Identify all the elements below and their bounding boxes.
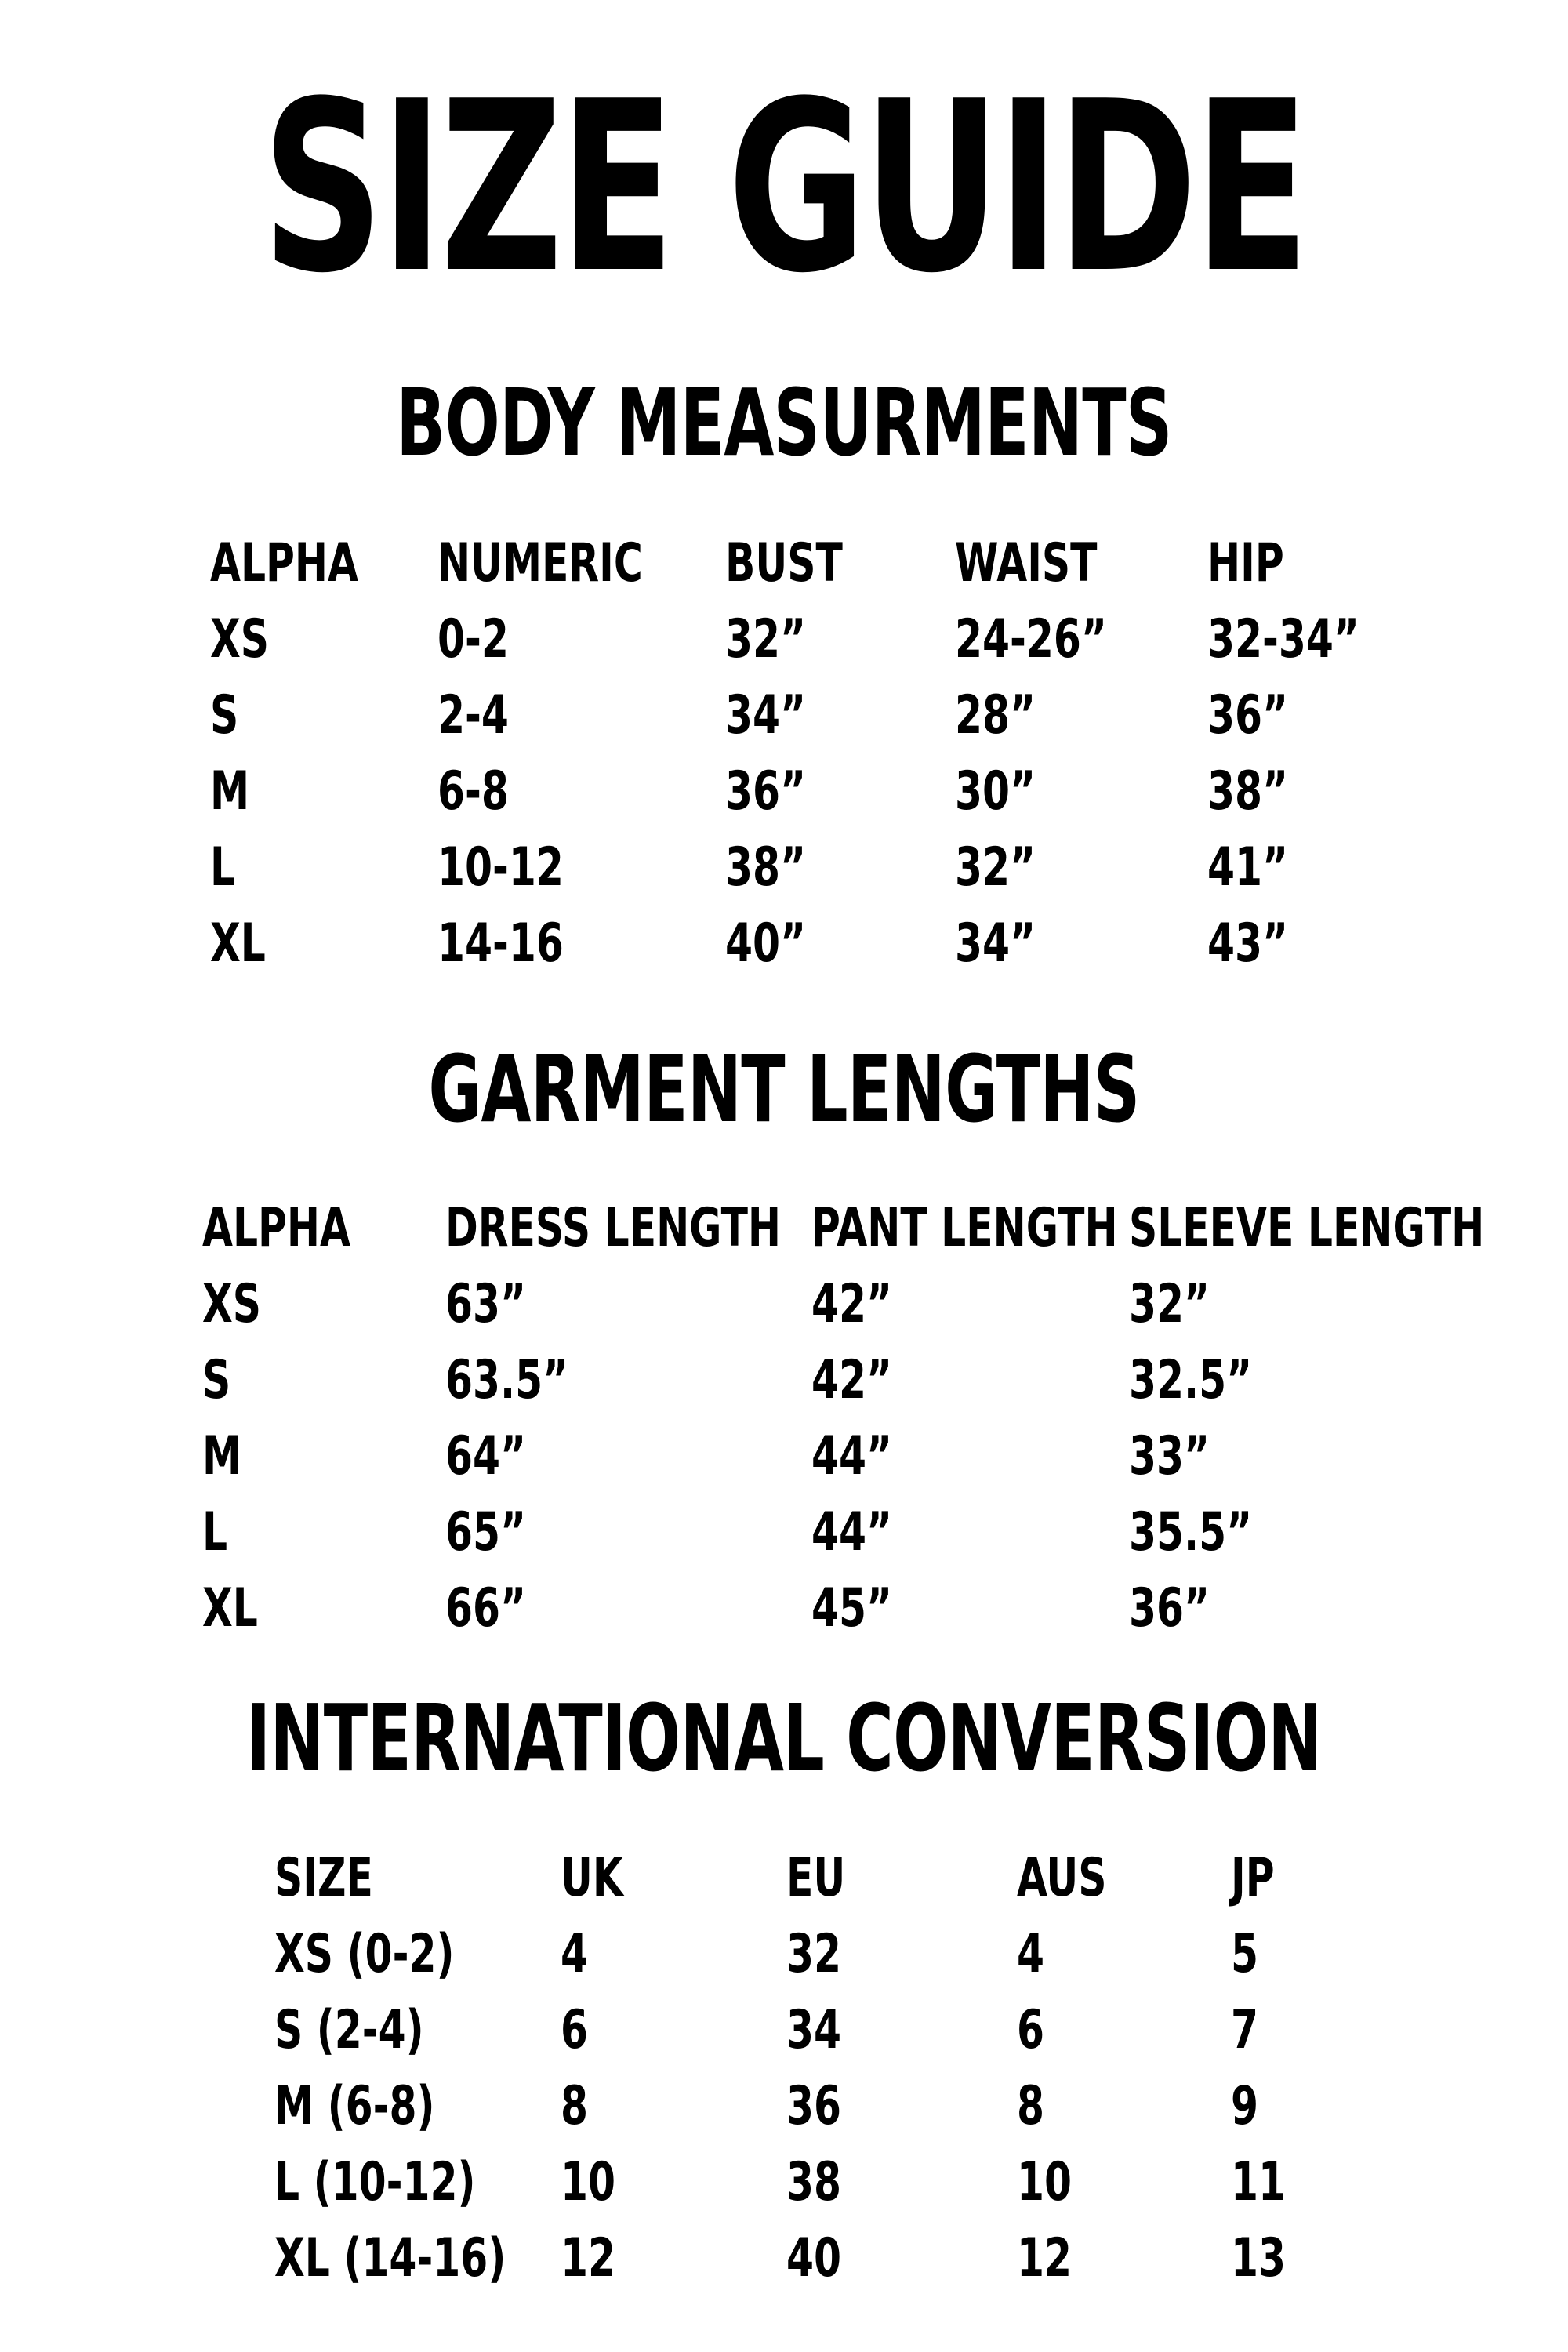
cell-dress-length: 64” [445,1425,527,1487]
column-header-aus: AUS [1017,1847,1107,1909]
cell-alpha: XS [210,608,270,670]
column-header-alpha: ALPHA [202,1197,350,1259]
cell-pant-length: 44” [811,1501,893,1563]
column-header-dress-length: DRESS LENGTH [445,1197,782,1259]
page-title: SIZE GUIDE [261,51,1306,325]
cell-size: XS (0-2) [274,1923,455,1985]
column-header-bust: BUST [725,532,843,594]
table-row [0,684,1568,760]
cell-alpha: XL [210,913,266,975]
column-header-uk: UK [561,1847,623,1909]
cell-eu: 34 [786,1999,842,2061]
cell-jp: 5 [1231,1923,1259,1985]
cell-uk: 8 [561,2075,589,2137]
cell-jp: 9 [1231,2075,1259,2137]
cell-uk: 6 [561,1999,589,2061]
table-header-row [0,1847,1568,1922]
cell-size: L (10-12) [274,2151,476,2213]
cell-pant-length: 42” [811,1349,893,1411]
cell-alpha: L [202,1501,228,1563]
cell-size: XL (14-16) [274,2227,506,2289]
cell-alpha: XL [202,1577,258,1639]
column-header-numeric: NUMERIC [437,532,643,594]
cell-sleeve-length: 32” [1129,1273,1210,1335]
cell-sleeve-length: 35.5” [1129,1501,1253,1563]
cell-uk: 12 [561,2227,616,2289]
cell-size: M (6-8) [274,2075,435,2137]
cell-alpha: M [210,760,250,822]
cell-eu: 38 [786,2151,842,2213]
table-row [0,1999,1568,2074]
body-measurements-title: BODY MEASURMENTS [396,368,1172,477]
cell-sleeve-length: 36” [1129,1577,1210,1639]
column-header-sleeve-length: SLEEVE LENGTH [1129,1197,1485,1259]
cell-bust: 32” [725,608,807,670]
cell-numeric: 0-2 [437,608,509,670]
table-row [0,1501,1568,1577]
cell-sleeve-length: 32.5” [1129,1349,1253,1411]
cell-sleeve-length: 33” [1129,1425,1210,1487]
cell-eu: 32 [786,1923,842,1985]
cell-dress-length: 63” [445,1273,527,1335]
cell-alpha: XS [202,1273,262,1335]
cell-waist: 34” [955,913,1036,975]
cell-pant-length: 45” [811,1577,893,1639]
cell-uk: 4 [561,1923,589,1985]
table-header-row [0,1197,1568,1272]
table-row [0,2227,1568,2303]
cell-aus: 6 [1017,1999,1045,2061]
table-row [0,1425,1568,1501]
table-row [0,760,1568,836]
cell-aus: 10 [1017,2151,1073,2213]
column-header-eu: EU [786,1847,846,1909]
garment-lengths-title: GARMENT LENGTHS [428,1035,1140,1143]
table-row [0,608,1568,684]
cell-bust: 34” [725,684,807,746]
table-header-row [0,532,1568,608]
cell-hip: 41” [1207,837,1289,898]
cell-waist: 32” [955,837,1036,898]
table-row [0,1273,1568,1348]
cell-pant-length: 42” [811,1273,893,1335]
table-row [0,1349,1568,1425]
cell-hip: 38” [1207,760,1289,822]
cell-jp: 7 [1231,1999,1259,2061]
cell-eu: 40 [786,2227,842,2289]
cell-hip: 43” [1207,913,1289,975]
cell-waist: 24-26” [955,608,1108,670]
cell-uk: 10 [561,2151,616,2213]
cell-numeric: 2-4 [437,684,509,746]
column-header-hip: HIP [1207,532,1284,594]
cell-aus: 4 [1017,1923,1045,1985]
cell-bust: 38” [725,837,807,898]
cell-numeric: 6-8 [437,760,509,822]
cell-bust: 40” [725,913,807,975]
cell-size: S (2-4) [274,1999,424,2061]
cell-dress-length: 66” [445,1577,527,1639]
cell-jp: 13 [1231,2227,1287,2289]
cell-numeric: 10-12 [437,837,564,898]
cell-pant-length: 44” [811,1425,893,1487]
table-row [0,837,1568,912]
table-row [0,2151,1568,2227]
column-header-alpha: ALPHA [210,532,358,594]
table-row [0,2075,1568,2151]
column-header-pant-length: PANT LENGTH [811,1197,1118,1259]
cell-alpha: S [210,684,239,746]
column-header-jp: JP [1231,1847,1275,1909]
cell-waist: 30” [955,760,1036,822]
cell-numeric: 14-16 [437,913,564,975]
cell-dress-length: 63.5” [445,1349,569,1411]
cell-hip: 32-34” [1207,608,1360,670]
cell-alpha: S [202,1349,231,1411]
table-row [0,1923,1568,1998]
column-header-size: SIZE [274,1847,373,1909]
cell-dress-length: 65” [445,1501,527,1563]
cell-alpha: L [210,837,236,898]
international-conversion-title: INTERNATIONAL CONVERSION [246,1684,1322,1792]
cell-bust: 36” [725,760,807,822]
cell-jp: 11 [1231,2151,1287,2213]
cell-aus: 12 [1017,2227,1073,2289]
cell-aus: 8 [1017,2075,1045,2137]
cell-waist: 28” [955,684,1036,746]
cell-eu: 36 [786,2075,842,2137]
table-row [0,1577,1568,1653]
cell-alpha: M [202,1425,242,1487]
cell-hip: 36” [1207,684,1289,746]
table-row [0,913,1568,988]
column-header-waist: WAIST [955,532,1098,594]
